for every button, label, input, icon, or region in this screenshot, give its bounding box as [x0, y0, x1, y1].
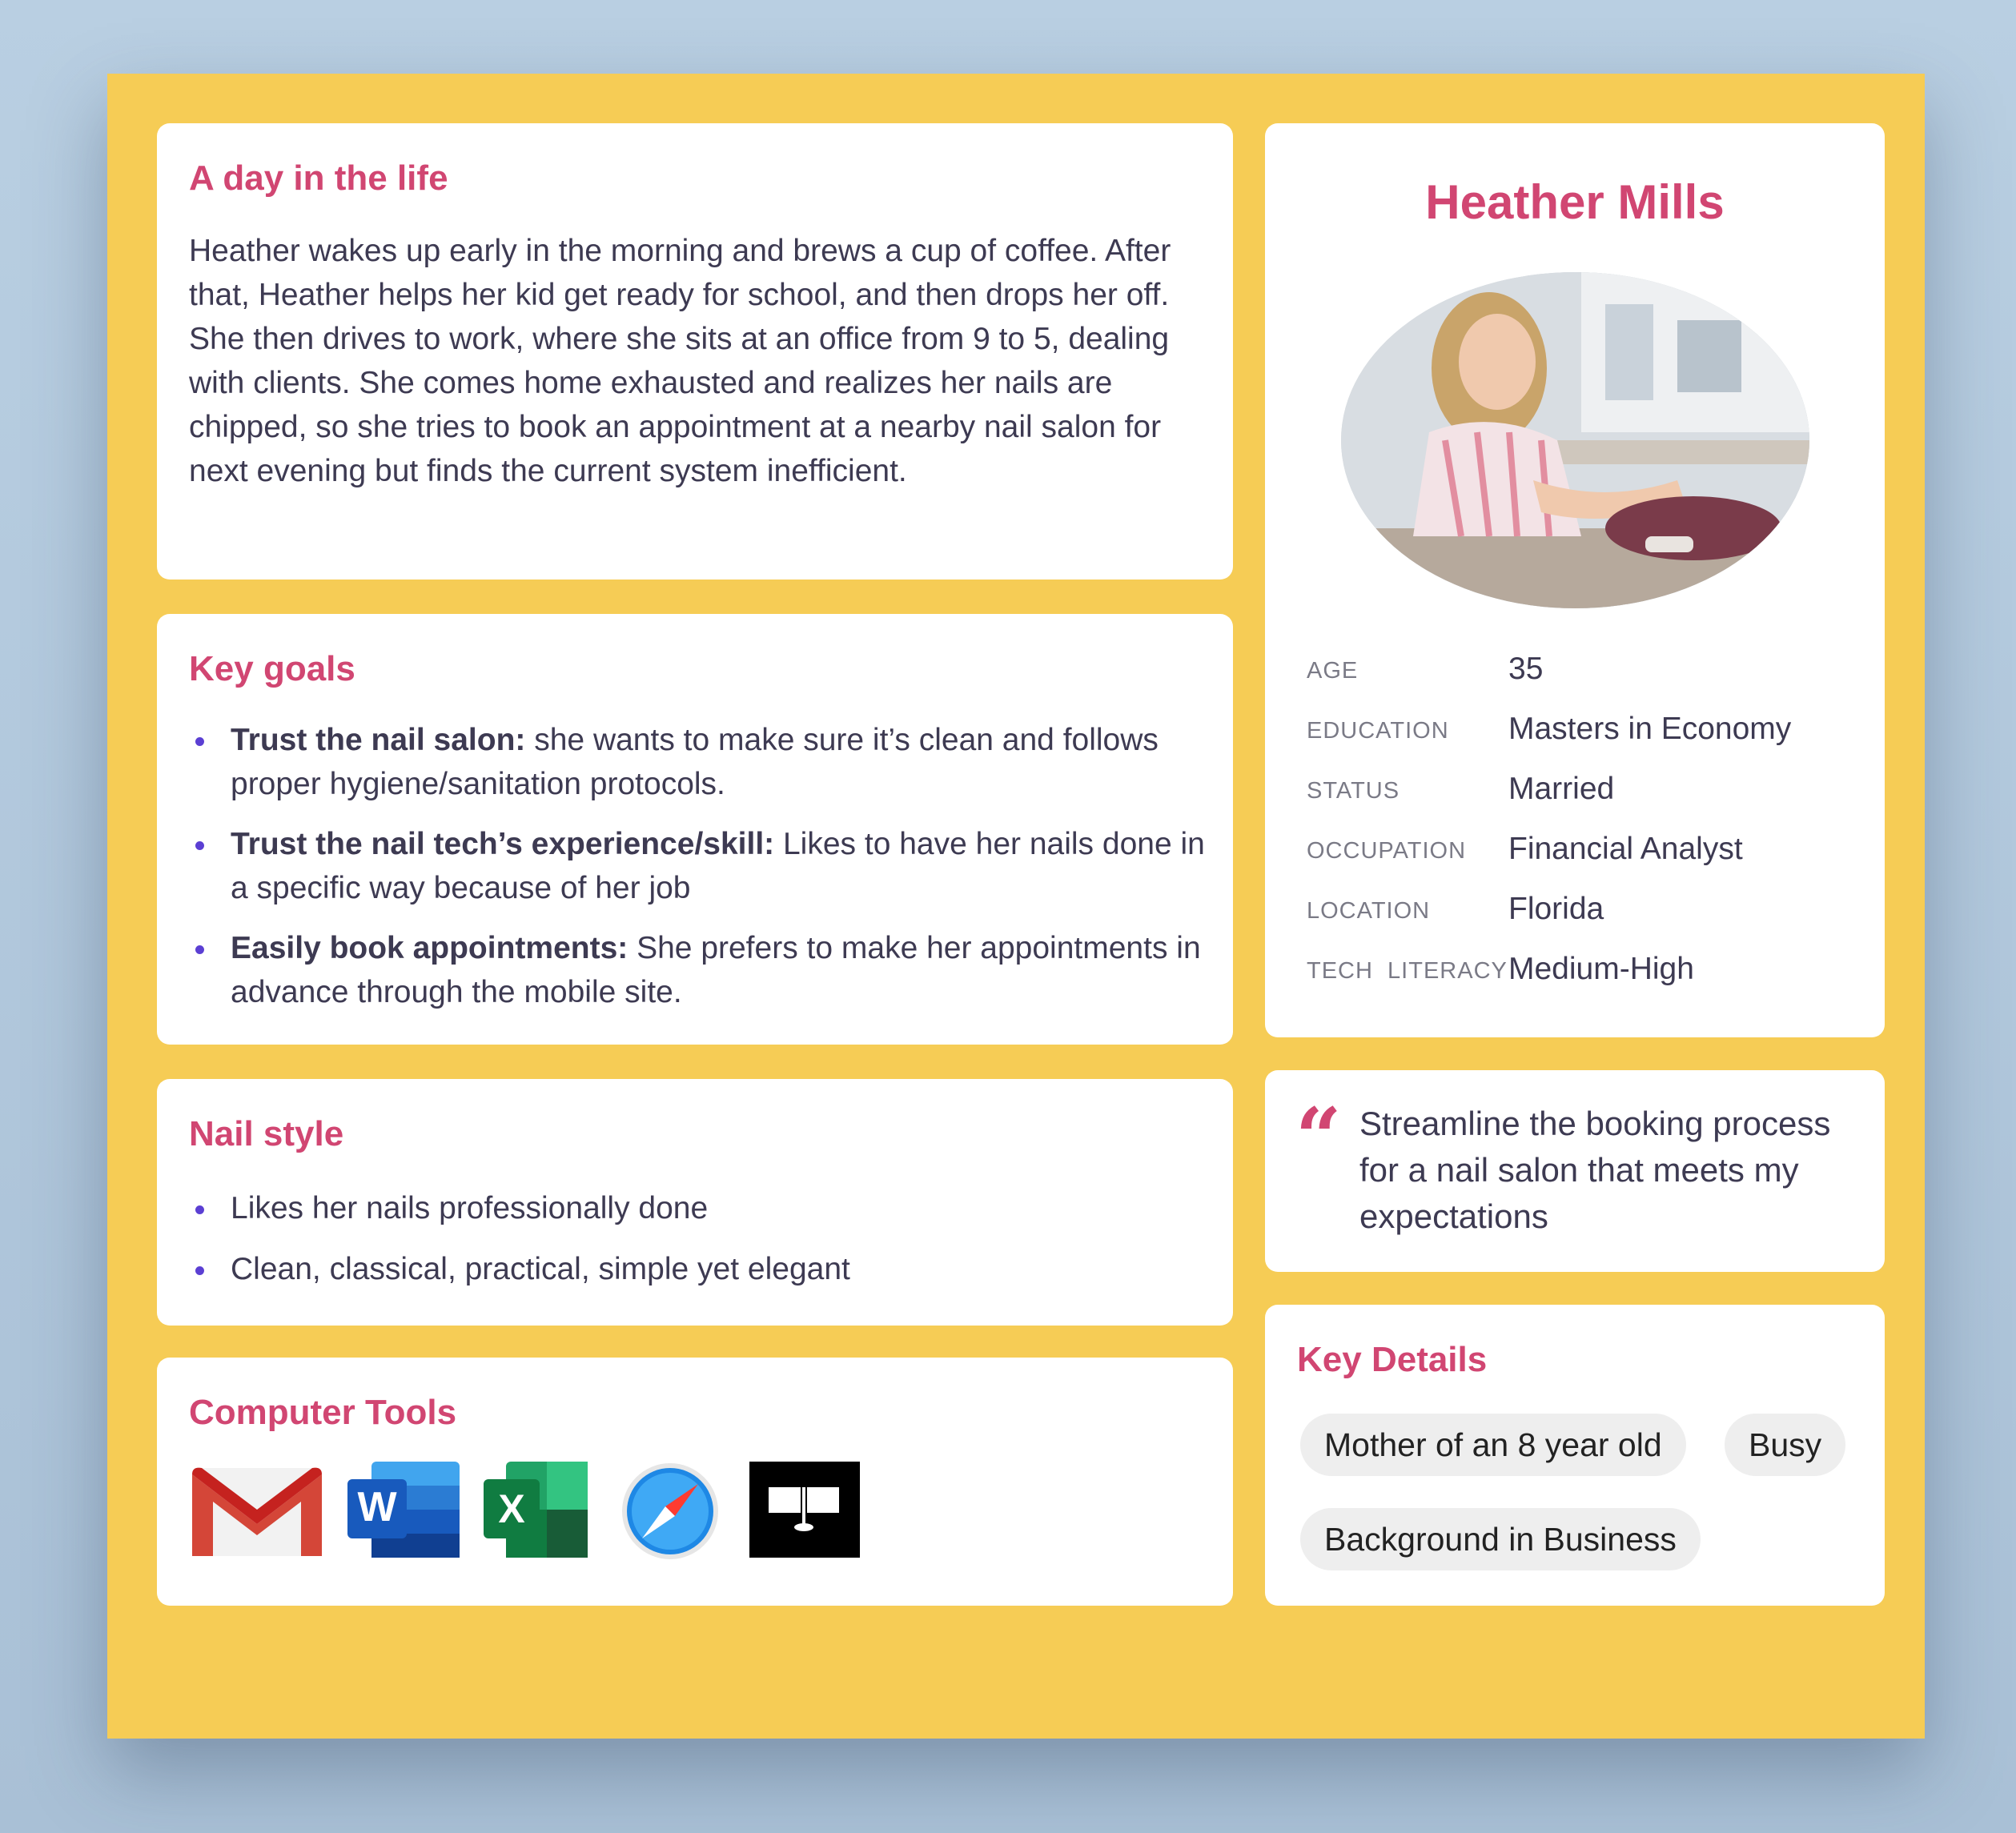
- persona-photo: [1341, 272, 1809, 608]
- tag-chip: Busy: [1725, 1414, 1845, 1476]
- key-goals-list: [189, 718, 1206, 1030]
- bullet-dot: [195, 945, 204, 954]
- persona-name: Heather Mills: [1425, 175, 1725, 229]
- attribute-row-age: [1307, 647, 1867, 707]
- day-in-life-text: Heather wakes up early in the morning and brews a cup of coffee. After that, Heather helps her kid get ready for school, and then drops her off. She then drives to work, where she sits at an office from 9 to 5, dealing with clients. She comes home exhausted and realizes her nails are chipped, so she tries to book an appointment at a nearby nail salon for next evening but finds the current system inefficient.: [189, 234, 1171, 488]
- attribute-key: TECH LITERACY: [1307, 958, 1508, 984]
- key-details-title: Key Details: [1297, 1340, 1488, 1379]
- attribute-value: 35: [1508, 652, 1544, 686]
- excel-icon: [484, 1462, 588, 1558]
- attribute-value: Florida: [1508, 892, 1604, 926]
- attribute-value: Married: [1508, 772, 1615, 806]
- day-in-life-title: A day in the life: [189, 158, 448, 198]
- computer-tools-card: [157, 1358, 1233, 1606]
- gmail-icon: [189, 1462, 325, 1558]
- persona-board: [107, 74, 1925, 1739]
- tag-chip: Background in Business: [1300, 1508, 1701, 1570]
- goal-heading: Trust the nail tech’s experience/skill:: [231, 827, 775, 861]
- attribute-row-tech-literacy: [1307, 947, 1867, 1007]
- profile-card: [1265, 123, 1885, 1037]
- svg-text:W: W: [357, 1484, 397, 1530]
- attribute-row-location: [1307, 887, 1867, 947]
- goal-heading: Easily book appointments:: [231, 931, 628, 965]
- bullet-dot: [195, 1205, 204, 1214]
- list-item: [189, 1247, 1206, 1291]
- attribute-key: AGE: [1307, 658, 1359, 684]
- nail-style-list: [189, 1186, 1206, 1308]
- list-item: [189, 822, 1206, 910]
- attribute-key: EDUCATION: [1307, 718, 1449, 744]
- attribute-key: LOCATION: [1307, 898, 1431, 924]
- quote-icon: “: [1295, 1090, 1342, 1185]
- list-item: [189, 1186, 1206, 1230]
- goal-heading: Trust the nail salon:: [231, 723, 526, 757]
- attribute-value: Financial Analyst: [1508, 832, 1743, 866]
- attribute-row-education: [1307, 707, 1867, 767]
- key-goals-card: [157, 614, 1233, 1045]
- computer-tools-title: Computer Tools: [189, 1393, 457, 1432]
- safari-icon: [618, 1462, 722, 1561]
- goal-text: She prefers to make her appointments in advance through the mobile site.: [231, 931, 1201, 1009]
- bullet-dot: [195, 841, 204, 850]
- goal-text: she wants to make sure it’s clean and follows proper hygiene/sanitation protocols.: [231, 723, 1159, 801]
- day-in-life-card: [157, 123, 1233, 580]
- quote-card: [1265, 1070, 1885, 1272]
- attribute-value: Medium-High: [1508, 952, 1694, 986]
- nail-style-title: Nail style: [189, 1114, 344, 1153]
- goal-text: Likes to have her nails done in a specific way because of her job: [231, 827, 1205, 905]
- key-goals-title: Key goals: [189, 649, 355, 688]
- svg-text:X: X: [498, 1486, 525, 1531]
- attribute-key: OCCUPATION: [1307, 838, 1467, 864]
- key-details-card: [1265, 1305, 1885, 1606]
- attribute-row-occupation: [1307, 827, 1867, 887]
- style-text: Clean, classical, practical, simple yet elegant: [231, 1252, 850, 1286]
- attribute-value: Masters in Economy: [1508, 712, 1792, 746]
- attribute-row-status: [1307, 767, 1867, 827]
- nail-style-card: [157, 1079, 1233, 1326]
- quote-text: Streamline the booking process for a nail salon that meets my expectations: [1359, 1105, 1831, 1235]
- portrait-illustration: [1341, 272, 1809, 608]
- list-item: [189, 926, 1206, 1014]
- attribute-key: STATUS: [1307, 778, 1400, 804]
- keynote-icon: [749, 1462, 860, 1558]
- style-text: Likes her nails professionally done: [231, 1191, 709, 1225]
- tag-chip: Mother of an 8 year old: [1300, 1414, 1686, 1476]
- word-icon: [347, 1462, 460, 1558]
- bullet-dot: [195, 737, 204, 746]
- bullet-dot: [195, 1266, 204, 1275]
- attribute-table: [1307, 647, 1867, 1007]
- list-item: [189, 718, 1206, 806]
